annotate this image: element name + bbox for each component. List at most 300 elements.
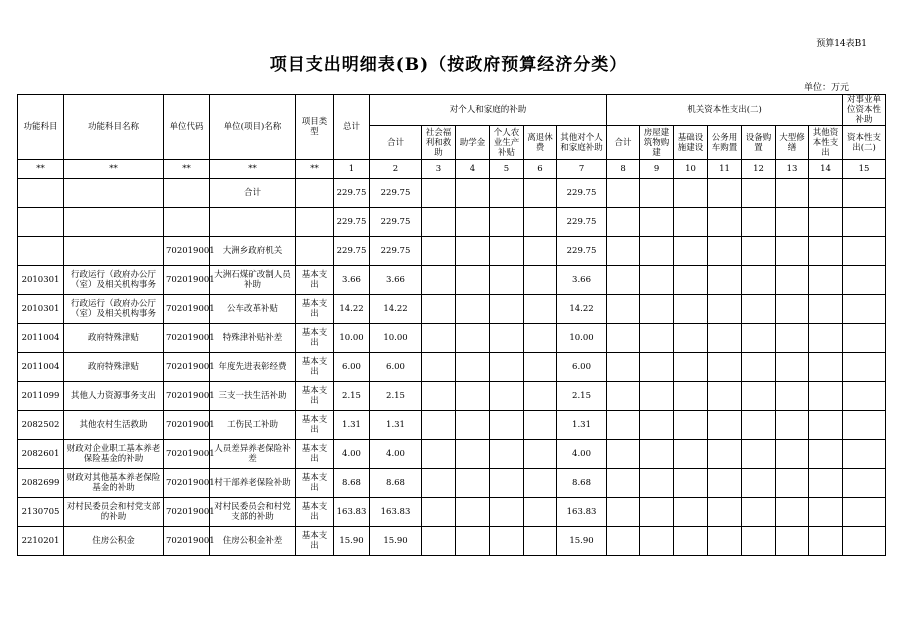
cell-empty (809, 237, 843, 266)
cell-empty (422, 527, 456, 556)
cell-empty (524, 527, 557, 556)
cell-empty (456, 382, 490, 411)
header-sub-8: 房屋建筑物购建 (640, 126, 674, 160)
cell-personal-sum: 10.00 (370, 324, 422, 353)
cell-empty (524, 469, 557, 498)
cell-empty (742, 527, 776, 556)
cell-empty (843, 411, 886, 440)
header-num-9: 9 (640, 160, 674, 179)
cell-empty (674, 324, 708, 353)
header-sub-6: 其他对个人和家庭补助 (557, 126, 607, 160)
cell-unit-name: 工伤民工补助 (210, 411, 296, 440)
cell-other-personal: 1.31 (557, 411, 607, 440)
cell-personal-sum: 14.22 (370, 295, 422, 324)
cell-empty (708, 295, 742, 324)
cell-project-type: 基本支出 (296, 440, 334, 469)
cell-empty (607, 469, 640, 498)
cell-empty (674, 382, 708, 411)
cell-empty (607, 440, 640, 469)
cell-project-type (296, 237, 334, 266)
table-row (18, 411, 886, 440)
cell-empty (640, 498, 674, 527)
cell-func-name (64, 179, 164, 208)
cell-empty (456, 469, 490, 498)
cell-other-personal: 4.00 (557, 440, 607, 469)
cell-empty (490, 469, 524, 498)
table-row (18, 266, 886, 295)
cell-empty (742, 411, 776, 440)
cell-project-type: 基本支出 (296, 411, 334, 440)
cell-empty (708, 179, 742, 208)
cell-total: 229.75 (334, 179, 370, 208)
header-row-1 (18, 95, 886, 126)
table-row (18, 208, 886, 237)
cell-empty (674, 266, 708, 295)
cell-personal-sum: 3.66 (370, 266, 422, 295)
cell-unit-code: 702019001 (164, 266, 210, 295)
cell-empty (809, 179, 843, 208)
header-num-11: 11 (708, 160, 742, 179)
cell-empty (607, 179, 640, 208)
cell-empty (422, 179, 456, 208)
cell-project-type: 基本支出 (296, 498, 334, 527)
cell-empty (524, 295, 557, 324)
header-num-12: 12 (742, 160, 776, 179)
cell-func-code: 2082502 (18, 411, 64, 440)
cell-empty (456, 266, 490, 295)
cell-empty (640, 324, 674, 353)
cell-func-code (18, 237, 64, 266)
header-sub-7: 合计 (607, 126, 640, 160)
cell-empty (708, 382, 742, 411)
header-sub-10: 公务用车购置 (708, 126, 742, 160)
cell-personal-sum: 15.90 (370, 527, 422, 556)
cell-empty (674, 237, 708, 266)
header-sub-3: 助学金 (456, 126, 490, 160)
cell-unit-name: 村干部养老保险补助 (210, 469, 296, 498)
cell-empty (742, 498, 776, 527)
header-unit-code: 单位代码 (164, 95, 210, 160)
cell-empty (490, 295, 524, 324)
cell-func-code (18, 179, 64, 208)
cell-empty (490, 353, 524, 382)
header-sub-14: 资本性支出(二) (843, 126, 886, 160)
header-total: 总计 (334, 95, 370, 160)
cell-other-personal: 10.00 (557, 324, 607, 353)
cell-empty (776, 469, 809, 498)
header-mark-4: ** (210, 160, 296, 179)
cell-empty (422, 469, 456, 498)
cell-project-type (296, 208, 334, 237)
cell-empty (456, 411, 490, 440)
header-sub-11: 设备购置 (742, 126, 776, 160)
cell-total: 14.22 (334, 295, 370, 324)
cell-total: 229.75 (334, 208, 370, 237)
cell-empty (422, 440, 456, 469)
cell-empty (708, 237, 742, 266)
table-row (18, 237, 886, 266)
cell-unit-name: 三支一扶生活补助 (210, 382, 296, 411)
cell-other-personal: 15.90 (557, 527, 607, 556)
cell-empty (422, 295, 456, 324)
cell-empty (422, 324, 456, 353)
cell-project-type: 基本支出 (296, 295, 334, 324)
cell-empty (422, 237, 456, 266)
cell-empty (490, 382, 524, 411)
cell-empty (708, 527, 742, 556)
header-sub-4: 个人农业生产补贴 (490, 126, 524, 160)
header-num-5: 5 (490, 160, 524, 179)
cell-empty (843, 382, 886, 411)
cell-empty (674, 440, 708, 469)
cell-empty (640, 179, 674, 208)
cell-func-name (64, 208, 164, 237)
cell-empty (524, 237, 557, 266)
header-num-14: 14 (809, 160, 843, 179)
cell-unit-name: 人员差异养老保险补差 (210, 440, 296, 469)
table-row (18, 295, 886, 324)
cell-empty (640, 353, 674, 382)
cell-empty (490, 266, 524, 295)
header-num-10: 10 (674, 160, 708, 179)
cell-empty (422, 266, 456, 295)
cell-empty (708, 208, 742, 237)
cell-empty (742, 179, 776, 208)
cell-empty (490, 324, 524, 353)
cell-empty (776, 324, 809, 353)
header-func-code: 功能科目 (18, 95, 64, 160)
page-title: 项目支出明细表(B)（按政府预算经济分类） (269, 55, 628, 75)
cell-total: 3.66 (334, 266, 370, 295)
header-sub-1: 合计 (370, 126, 422, 160)
cell-func-code: 2011004 (18, 324, 64, 353)
header-group-personal: 对个人和家庭的补助 (370, 95, 607, 126)
cell-empty (607, 266, 640, 295)
cell-empty (422, 498, 456, 527)
cell-unit-code: 702019001 (164, 527, 210, 556)
cell-total: 2.15 (334, 382, 370, 411)
cell-personal-sum: 2.15 (370, 382, 422, 411)
cell-empty (422, 353, 456, 382)
cell-empty (742, 237, 776, 266)
cell-empty (456, 179, 490, 208)
header-num-7: 7 (557, 160, 607, 179)
cell-empty (524, 440, 557, 469)
cell-empty (809, 469, 843, 498)
cell-personal-sum: 1.31 (370, 411, 422, 440)
cell-unit-code (164, 208, 210, 237)
cell-empty (456, 527, 490, 556)
cell-unit-name: 大洲石煤矿改制人员补助 (210, 266, 296, 295)
cell-empty (776, 527, 809, 556)
cell-unit-code: 702019001 (164, 295, 210, 324)
cell-empty (640, 469, 674, 498)
cell-func-code (18, 208, 64, 237)
cell-empty (708, 353, 742, 382)
cell-other-personal: 229.75 (557, 208, 607, 237)
header-sub-5: 离退休费 (524, 126, 557, 160)
form-code: 预算14表B1 (816, 39, 867, 49)
cell-unit-code: 702019001 (164, 237, 210, 266)
header-num-2: 2 (370, 160, 422, 179)
unit-label: 单位：万元 (803, 83, 849, 93)
cell-empty (843, 498, 886, 527)
cell-other-personal: 2.15 (557, 382, 607, 411)
cell-empty (456, 237, 490, 266)
cell-empty (776, 208, 809, 237)
cell-empty (742, 353, 776, 382)
cell-personal-sum: 163.83 (370, 498, 422, 527)
cell-empty (607, 527, 640, 556)
cell-empty (607, 498, 640, 527)
cell-personal-sum: 229.75 (370, 237, 422, 266)
cell-empty (640, 382, 674, 411)
header-sub-9: 基础设施建设 (674, 126, 708, 160)
cell-empty (524, 179, 557, 208)
cell-empty (776, 266, 809, 295)
cell-empty (524, 498, 557, 527)
header-func-name: 功能科目名称 (64, 95, 164, 160)
cell-empty (776, 295, 809, 324)
table-row (18, 498, 886, 527)
cell-empty (843, 208, 886, 237)
cell-func-name: 住房公积金 (64, 527, 164, 556)
cell-empty (524, 382, 557, 411)
cell-other-personal: 229.75 (557, 179, 607, 208)
cell-personal-sum: 229.75 (370, 179, 422, 208)
cell-unit-name: 特殊津补贴补差 (210, 324, 296, 353)
cell-func-code: 2082699 (18, 469, 64, 498)
cell-empty (456, 324, 490, 353)
cell-unit-code: 702019001 (164, 382, 210, 411)
cell-empty (843, 469, 886, 498)
cell-func-code: 2210201 (18, 527, 64, 556)
cell-empty (524, 353, 557, 382)
cell-empty (674, 179, 708, 208)
cell-empty (742, 295, 776, 324)
cell-empty (809, 411, 843, 440)
cell-empty (776, 498, 809, 527)
header-num-6: 6 (524, 160, 557, 179)
cell-empty (524, 411, 557, 440)
cell-func-name: 其他人力资源事务支出 (64, 382, 164, 411)
header-mark-3: ** (164, 160, 210, 179)
header-num-13: 13 (776, 160, 809, 179)
cell-empty (843, 353, 886, 382)
cell-project-type: 基本支出 (296, 266, 334, 295)
cell-other-personal: 14.22 (557, 295, 607, 324)
header-sub-2: 社会福利和救助 (422, 126, 456, 160)
header-sub-12: 大型修缮 (776, 126, 809, 160)
table-row (18, 382, 886, 411)
cell-empty (607, 295, 640, 324)
cell-empty (809, 440, 843, 469)
cell-empty (490, 208, 524, 237)
cell-empty (776, 440, 809, 469)
cell-empty (422, 208, 456, 237)
cell-project-type: 基本支出 (296, 382, 334, 411)
cell-empty (490, 237, 524, 266)
cell-func-code: 2010301 (18, 266, 64, 295)
cell-total: 8.68 (334, 469, 370, 498)
cell-empty (674, 411, 708, 440)
cell-empty (809, 498, 843, 527)
cell-empty (809, 353, 843, 382)
cell-empty (490, 498, 524, 527)
header-unit-name: 单位(项目)名称 (210, 95, 296, 160)
cell-other-personal: 229.75 (557, 237, 607, 266)
cell-empty (843, 527, 886, 556)
cell-unit-code: 702019001 (164, 353, 210, 382)
cell-unit-name: 大洲乡政府机关 (210, 237, 296, 266)
cell-empty (776, 353, 809, 382)
cell-unit-code: 702019001 (164, 498, 210, 527)
cell-empty (640, 527, 674, 556)
cell-other-personal: 163.83 (557, 498, 607, 527)
cell-empty (809, 208, 843, 237)
cell-empty (742, 208, 776, 237)
header-num-3: 3 (422, 160, 456, 179)
cell-empty (843, 440, 886, 469)
cell-empty (607, 237, 640, 266)
header-group-capital: 机关资本性支出(二) (607, 95, 843, 126)
cell-empty (607, 353, 640, 382)
cell-empty (422, 382, 456, 411)
cell-empty (607, 208, 640, 237)
cell-empty (742, 382, 776, 411)
cell-empty (640, 295, 674, 324)
header-num-1: 1 (334, 160, 370, 179)
cell-project-type (296, 179, 334, 208)
cell-empty (490, 179, 524, 208)
cell-empty (607, 411, 640, 440)
cell-other-personal: 8.68 (557, 469, 607, 498)
cell-unit-code (164, 179, 210, 208)
cell-empty (708, 266, 742, 295)
cell-other-personal: 6.00 (557, 353, 607, 382)
cell-func-code: 2130705 (18, 498, 64, 527)
header-mark-1: ** (18, 160, 64, 179)
table-row (18, 324, 886, 353)
cell-func-name: 财政对企业职工基本养老保险基金的补助 (64, 440, 164, 469)
header-num-8: 8 (607, 160, 640, 179)
cell-empty (708, 411, 742, 440)
cell-empty (742, 266, 776, 295)
cell-empty (490, 527, 524, 556)
header-group-enterprise: 对事业单位资本性补助 (843, 95, 886, 126)
cell-project-type: 基本支出 (296, 353, 334, 382)
cell-unit-name: 公车改革补贴 (210, 295, 296, 324)
cell-empty (809, 382, 843, 411)
cell-empty (708, 440, 742, 469)
cell-empty (674, 208, 708, 237)
cell-func-name: 行政运行（政府办公厅（室）及相关机构事务 (64, 266, 164, 295)
cell-func-code: 2011099 (18, 382, 64, 411)
cell-total: 229.75 (334, 237, 370, 266)
cell-func-name: 政府特殊津贴 (64, 353, 164, 382)
cell-empty (640, 237, 674, 266)
cell-empty (640, 266, 674, 295)
table-row (18, 353, 886, 382)
cell-project-type: 基本支出 (296, 324, 334, 353)
header-num-4: 4 (456, 160, 490, 179)
table-row (18, 469, 886, 498)
cell-empty (809, 266, 843, 295)
cell-empty (674, 498, 708, 527)
cell-empty (843, 295, 886, 324)
cell-func-name: 财政对其他基本养老保险基金的补助 (64, 469, 164, 498)
cell-total: 15.90 (334, 527, 370, 556)
table-row (18, 179, 886, 208)
cell-empty (843, 266, 886, 295)
cell-func-name: 政府特殊津贴 (64, 324, 164, 353)
cell-empty (776, 411, 809, 440)
cell-func-name (64, 237, 164, 266)
cell-unit-name (210, 208, 296, 237)
cell-unit-name: 对村民委员会和村党支部的补助 (210, 498, 296, 527)
header-num-15: 15 (843, 160, 886, 179)
cell-func-code: 2082601 (18, 440, 64, 469)
cell-empty (422, 411, 456, 440)
cell-empty (708, 324, 742, 353)
cell-empty (742, 440, 776, 469)
cell-project-type: 基本支出 (296, 469, 334, 498)
cell-unit-code: 702019001 (164, 411, 210, 440)
cell-empty (490, 411, 524, 440)
header-row-3 (18, 160, 886, 179)
cell-total: 163.83 (334, 498, 370, 527)
cell-empty (640, 440, 674, 469)
expenditure-table (17, 94, 886, 556)
cell-empty (843, 179, 886, 208)
header-mark-2: ** (64, 160, 164, 179)
cell-personal-sum: 8.68 (370, 469, 422, 498)
cell-empty (607, 382, 640, 411)
cell-func-name: 对村民委员会和村党支部的补助 (64, 498, 164, 527)
cell-empty (674, 295, 708, 324)
cell-empty (640, 411, 674, 440)
cell-total: 4.00 (334, 440, 370, 469)
cell-empty (742, 324, 776, 353)
cell-unit-code: 702019001 (164, 440, 210, 469)
cell-empty (776, 237, 809, 266)
cell-empty (456, 498, 490, 527)
cell-empty (776, 382, 809, 411)
table-row (18, 527, 886, 556)
cell-personal-sum: 229.75 (370, 208, 422, 237)
cell-empty (607, 324, 640, 353)
cell-func-name: 行政运行（政府办公厅（室）及相关机构事务 (64, 295, 164, 324)
cell-total: 1.31 (334, 411, 370, 440)
cell-empty (456, 208, 490, 237)
cell-unit-name: 合计 (210, 179, 296, 208)
cell-func-code: 2011004 (18, 353, 64, 382)
cell-empty (809, 324, 843, 353)
header-project-type: 项目类型 (296, 95, 334, 160)
cell-empty (776, 179, 809, 208)
cell-empty (843, 237, 886, 266)
cell-empty (809, 527, 843, 556)
cell-empty (708, 469, 742, 498)
cell-empty (674, 469, 708, 498)
cell-unit-name: 年度先进表彰经费 (210, 353, 296, 382)
cell-empty (843, 324, 886, 353)
cell-empty (674, 353, 708, 382)
cell-unit-code: 702019001 (164, 324, 210, 353)
cell-empty (809, 295, 843, 324)
cell-project-type: 基本支出 (296, 527, 334, 556)
header-mark-5: ** (296, 160, 334, 179)
